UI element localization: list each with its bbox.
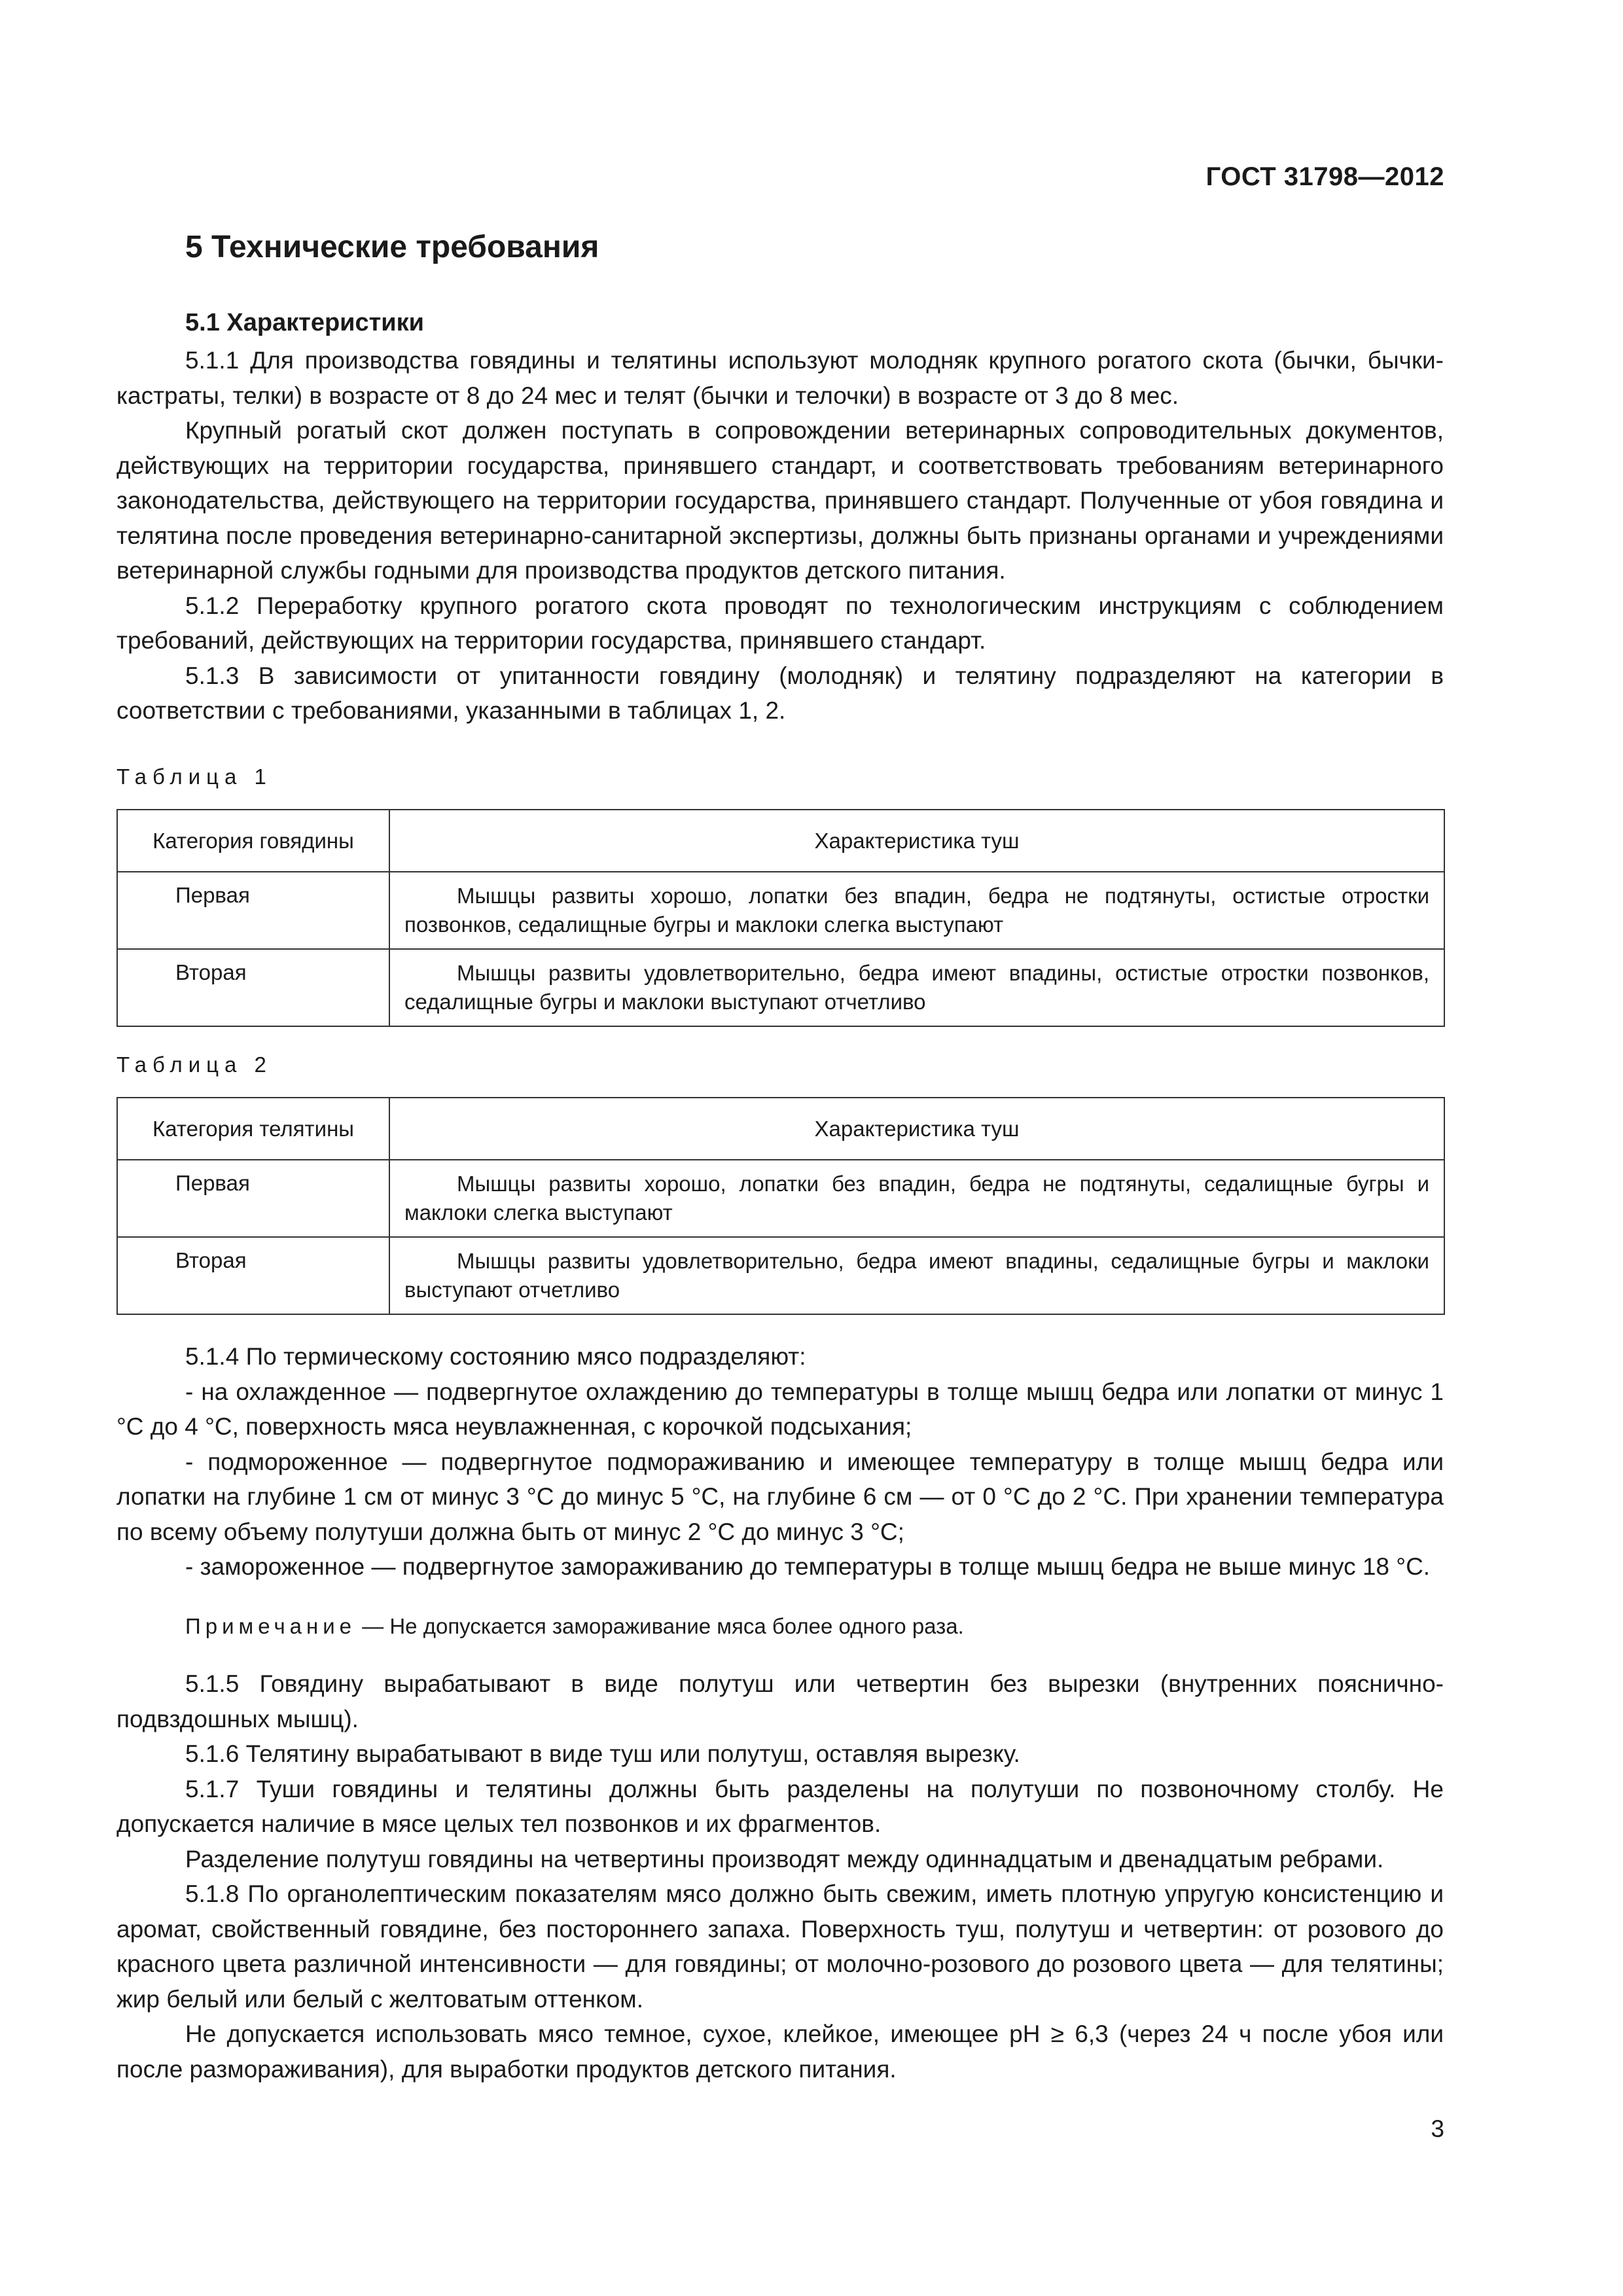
table-row: [117, 872, 1444, 949]
table-header-cell: Категория говядины: [117, 810, 389, 872]
paragraph-block-1: [116, 343, 1444, 728]
description-text: Мышцы развиты удовлетворительно, бедра имеют впадины, остистые отростки позвонков, седалищные бугры и маклоки выступают отчетливо: [404, 961, 1429, 1014]
description-cell: [389, 1237, 1444, 1314]
description-cell: [389, 1160, 1444, 1237]
category-cell: Вторая: [117, 1237, 389, 1314]
table-2-label: Таблица 2: [116, 1052, 272, 1077]
list-item: - замороженное — подвергнутое замораживанию до температуры в толще мышц бедра не выше минус 18 °С.: [185, 1553, 1431, 1580]
list-item: - на охлажденное — подвергнутое охлаждению до температуры в толще мышц бедра или лопатки от минус 1 °С до 4 °С, поверхность мяса неувлажненная, с корочкой подсыхания;: [116, 1378, 1444, 1440]
paragraph: 5.1.7 Туши говядины и телятины должны быть разделены на полутуши по позвоночному столбу. Не допускается наличие в мясе целых тел позвонков и их фрагментов.: [116, 1775, 1444, 1837]
table-header-row: [117, 810, 1444, 872]
description-cell: [389, 872, 1444, 949]
paragraph: Не допускается использовать мясо темное, сухое, клейкое, имеющее pH ≥ 6,3 (через 24 ч после убоя или после размораживания), для выработки продуктов детского питания.: [116, 2020, 1444, 2083]
paragraph: Крупный рогатый скот должен поступать в сопровождении ветеринарных сопроводительных документов, действующих на территории государства, принявшего стандарт, и соответствовать требованиям ветеринарного законодательства, действующего на территории государства, принявшего стандарт. Полученные от убоя говядина и телятина после проведения ветеринарно-санитарной экспертизы, должны быть признаны органами и учреждениями ветеринарной службы годными для производства продуктов детского питания.: [116, 417, 1444, 584]
paragraph: 5.1.1 Для производства говядины и телятины используют молодняк крупного рогатого скота (бычки, бычки-кастраты, телки) в возрасте от 8 до 24 мес и телят (бычки и телочки) в возрасте от 3 до 8 мес.: [116, 347, 1444, 409]
standard-code: ГОСТ 31798—2012: [1205, 162, 1444, 191]
list-item: - подмороженное — подвергнутое подмораживанию и имеющее температуру в толще мышц бедра или лопатки на глубине 1 см от минус 3 °С до минус 5 °С, на глубине 6 см — от 0 °С до 2 °С. При хранении температура по всему объему полутуши должна быть от минус 2 °С до минус 3 °С;: [116, 1448, 1444, 1545]
description-text: Мышцы развиты хорошо, лопатки без впадин, бедра не подтянуты, седалищные бугры и маклоки слегка выступают: [404, 1172, 1429, 1225]
paragraph: 5.1.5 Говядину вырабатывают в виде полутуш или четвертин без вырезки (внутренних пояснично-подвздошных мышц).: [116, 1670, 1444, 1732]
description-text: Мышцы развиты хорошо, лопатки без впадин, бедра не подтянуты, остистые отростки позвонков, седалищные бугры и маклоки слегка выступают: [404, 884, 1429, 937]
table-row: [117, 949, 1444, 1026]
note-text: — Не допускается замораживание мяса более одного раза.: [356, 1614, 964, 1638]
paragraph: 5.1.8 По органолептическим показателям мясо должно быть свежим, иметь плотную упругую консистенцию и аромат, свойственный говядине, без постороннего запаха. Поверхность туш, полутуш и четвертин: от розового до красного цвета различной интенсивности — для говядины; от молочно-розового до розового цвета — для телятины; жир белый или белый с желтоватым оттенком.: [116, 1880, 1444, 2013]
table-1-label: Таблица 1: [116, 764, 272, 789]
table-header-cell: Характеристика туш: [389, 810, 1444, 872]
note-label: Примечание: [185, 1614, 357, 1638]
table-header-cell: Характеристика туш: [389, 1098, 1444, 1160]
description-cell: [389, 949, 1444, 1026]
paragraph-block-2: [116, 1339, 1444, 1585]
section-title: 5 Технические требования: [185, 230, 599, 264]
paragraph: 5.1.6 Телятину вырабатывают в виде туш или полутуш, оставляя вырезку.: [185, 1740, 1020, 1767]
page-number: 3: [1431, 2115, 1444, 2142]
table-row: [117, 1160, 1444, 1237]
table-row: [117, 1237, 1444, 1314]
paragraph: 5.1.4 По термическому состоянию мясо подразделяют:: [185, 1343, 806, 1370]
paragraph: 5.1.3 В зависимости от упитанности говядину (молодняк) и телятину подразделяют на категории в соответствии с требованиями, указанными в таблицах 1, 2.: [116, 662, 1444, 724]
note: [185, 1614, 964, 1639]
table-1: [116, 809, 1445, 1027]
subsection-title: 5.1 Характеристики: [185, 309, 425, 336]
paragraph-block-3: [116, 1666, 1444, 2087]
paragraph: 5.1.2 Переработку крупного рогатого скота проводят по технологическим инструкциям с соблюдением требований, действующих на территории государства, принявшего стандарт.: [116, 592, 1444, 654]
category-cell: Первая: [117, 872, 389, 949]
table-header-row: [117, 1098, 1444, 1160]
category-cell: Первая: [117, 1160, 389, 1237]
table-header-cell: Категория телятины: [117, 1098, 389, 1160]
category-cell: Вторая: [117, 949, 389, 1026]
table-2: [116, 1097, 1445, 1315]
description-text: Мышцы развиты удовлетворительно, бедра имеют впадины, седалищные бугры и маклоки выступают отчетливо: [404, 1249, 1429, 1302]
paragraph: Разделение полутуш говядины на четвертины производят между одиннадцатым и двенадцатым ребрами.: [185, 1845, 1384, 1873]
